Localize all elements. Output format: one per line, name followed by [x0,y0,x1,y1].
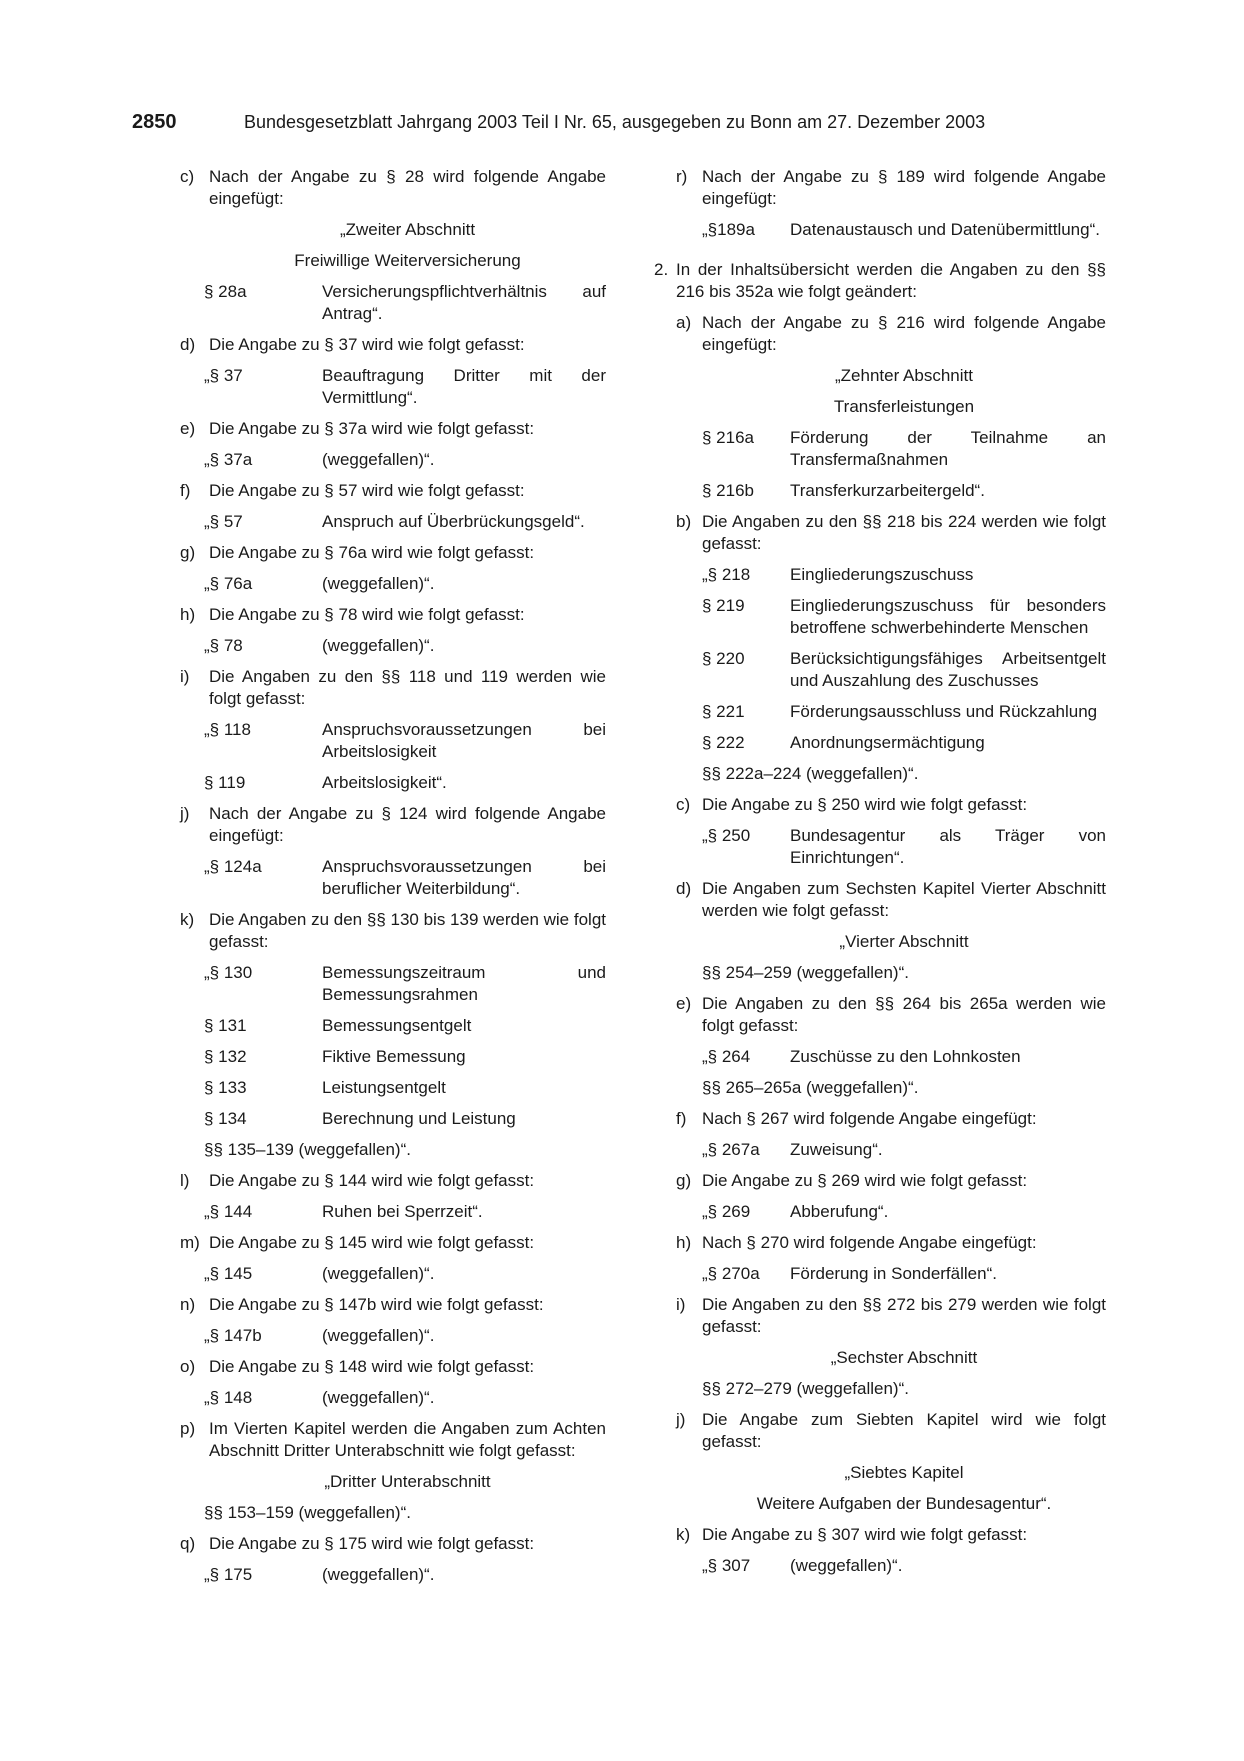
list-item: c) Nach der Angabe zu § 28 wird folgende Angabe eingefügt: [180,167,606,208]
list-item: p) Im Vierten Kapitel werden die Angaben zum Achten Abschnitt Dritter Unterabschnitt wie folgt gefasst: [180,1419,606,1460]
section-entry: „§ 130 Bemessungszeitraum und Bemessungsrahmen [204,963,606,1004]
section-entry: „§ 37 Beauftragung Dritter mit der Vermittlung“. [204,366,606,407]
heading: Transferleistungen [833,397,975,416]
list-item: d) Die Angabe zu § 37 wird wie folgt gefasst: [180,335,525,354]
list-item: g) Die Angabe zu § 76a wird wie folgt gefasst: [180,543,535,562]
section-entry: „§ 147b (weggefallen)“. [204,1326,435,1345]
heading: „Zehnter Abschnitt [835,366,973,385]
list-item: g) Die Angabe zu § 269 wird wie folgt gefasst: [676,1171,1028,1190]
list-item: l) Die Angabe zu § 144 wird wie folgt gefasst: [180,1171,535,1190]
section-entry: „§ 264 Zuschüsse zu den Lohnkosten [702,1047,1021,1066]
section-entry: „§ 144 Ruhen bei Sperrzeit“. [204,1202,483,1221]
section-entry: „§ 267a Zuweisung“. [702,1140,883,1159]
list-item: k) Die Angaben zu den §§ 130 bis 139 werden wie folgt gefasst: [180,910,606,951]
section-entry: § 220 Berücksichtigungsfähiges Arbeitsentgelt und Auszahlung des Zuschusses [702,649,1106,690]
list-item: a) Nach der Angabe zu § 216 wird folgende Angabe eingefügt: [676,313,1106,354]
section-entry: § 119 Arbeitslosigkeit“. [204,773,447,792]
section-entry: „§ 76a (weggefallen)“. [204,574,435,593]
list-item: h) Die Angabe zu § 78 wird wie folgt gefasst: [180,605,525,624]
section-entry: „§ 148 (weggefallen)“. [204,1388,435,1407]
section-entry: § 219 Eingliederungszuschuss für besonders betroffene schwerbehinderte Menschen [702,596,1106,637]
list-item: k) Die Angabe zu § 307 wird wie folgt gefasst: [676,1525,1028,1544]
section-range: §§ 254–259 (weggefallen)“. [702,963,909,982]
section-entry: § 131 Bemessungsentgelt [204,1016,472,1035]
section-range: §§ 135–139 (weggefallen)“. [204,1140,411,1159]
heading: „Vierter Abschnitt [839,932,969,951]
section-range: §§ 153–159 (weggefallen)“. [204,1503,411,1522]
list-item: f) Nach § 267 wird folgende Angabe eingefügt: [676,1109,1037,1128]
section-entry: § 221 Förderungsausschluss und Rückzahlung [702,702,1098,721]
list-item: i) Die Angaben zu den §§ 272 bis 279 werden wie folgt gefasst: [676,1295,1106,1336]
list-item: b) Die Angaben zu den §§ 218 bis 224 werden wie folgt gefasst: [676,512,1106,553]
list-item: e) Die Angabe zu § 37a wird wie folgt gefasst: [180,419,535,438]
section-entry: „§ 37a (weggefallen)“. [204,450,435,469]
section-entry: § 222 Anordnungsermächtigung [702,733,985,752]
heading: „Dritter Unterabschnitt [324,1472,491,1491]
section-entry: „§ 307 (weggefallen)“. [702,1556,903,1575]
heading: Freiwillige Weiterversicherung [294,251,521,270]
list-item: f) Die Angabe zu § 57 wird wie folgt gefasst: [180,481,525,500]
section-entry: „§ 145 (weggefallen)“. [204,1264,435,1283]
list-item: j) Die Angabe zum Siebten Kapitel wird wie folgt gefasst: [676,1410,1106,1451]
section-entry: „§ 118 Anspruchsvoraussetzungen bei Arbeitslosigkeit [204,720,606,761]
list-item: 2. In der Inhaltsübersicht werden die Angaben zu den §§ 216 bis 352a wie folgt geändert: [654,260,1106,301]
section-entry: „§ 250 Bundesagentur als Träger von Einrichtungen“. [702,826,1106,867]
list-item: d) Die Angaben zum Sechsten Kapitel Vierter Abschnitt werden wie folgt gefasst: [676,879,1106,920]
gazette-title: Bundesgesetzblatt Jahrgang 2003 Teil I Nr. 65, ausgegeben zu Bonn am 27. Dezember 2003 [244,112,986,132]
list-item: j) Nach der Angabe zu § 124 wird folgende Angabe eingefügt: [180,804,606,845]
section-entry: „§ 57 Anspruch auf Überbrückungsgeld“. [204,512,585,531]
section-entry: „§189a Datenaustausch und Datenübermittlung“. [702,220,1100,239]
list-item: n) Die Angabe zu § 147b wird wie folgt gefasst: [180,1295,544,1314]
list-item: h) Nach § 270 wird folgende Angabe eingefügt: [676,1233,1037,1252]
section-entry: „§ 78 (weggefallen)“. [204,636,435,655]
heading: „Sechster Abschnitt [830,1348,978,1367]
section-entry: § 134 Berechnung und Leistung [204,1109,516,1128]
section-entry: „§ 175 (weggefallen)“. [204,1565,435,1584]
section-range: §§ 265–265a (weggefallen)“. [702,1078,919,1097]
section-entry: § 132 Fiktive Bemessung [204,1047,466,1066]
section-entry: § 216a Förderung der Teilnahme an Transfermaßnahmen [702,428,1106,469]
list-item: i) Die Angaben zu den §§ 118 und 119 werden wie folgt gefasst: [180,667,606,708]
heading: „Zweiter Abschnitt [339,220,476,239]
page-number: 2850 [132,111,177,133]
section-entry: § 133 Leistungsentgelt [204,1078,446,1097]
list-item: r) Nach der Angabe zu § 189 wird folgende Angabe eingefügt: [676,167,1106,208]
section-range: §§ 222a–224 (weggefallen)“. [702,764,919,783]
left-column [180,166,606,1586]
section-range: §§ 272–279 (weggefallen)“. [702,1379,909,1398]
list-item: c) Die Angabe zu § 250 wird wie folgt gefasst: [676,795,1028,814]
heading: „Siebtes Kapitel [844,1463,964,1482]
list-item: q) Die Angabe zu § 175 wird wie folgt gefasst: [180,1534,535,1553]
list-item: m) Die Angabe zu § 145 wird wie folgt gefasst: [180,1233,535,1252]
section-entry: „§ 270a Förderung in Sonderfällen“. [702,1264,997,1283]
section-entry: „§ 269 Abberufung“. [702,1202,889,1221]
right-column [654,166,1106,1577]
list-item: o) Die Angabe zu § 148 wird wie folgt gefasst: [180,1357,535,1376]
list-item: e) Die Angaben zu den §§ 264 bis 265a werden wie folgt gefasst: [676,994,1106,1035]
section-entry: „§ 124a Anspruchsvoraussetzungen bei beruflicher Weiterbildung“. [204,857,606,898]
section-entry: § 28a Versicherungspflichtverhältnis auf Antrag“. [204,282,606,323]
heading: Weitere Aufgaben der Bundesagentur“. [756,1494,1052,1513]
section-entry: „§ 218 Eingliederungszuschuss [702,565,974,584]
section-entry: § 216b Transferkurzarbeitergeld“. [702,481,985,500]
